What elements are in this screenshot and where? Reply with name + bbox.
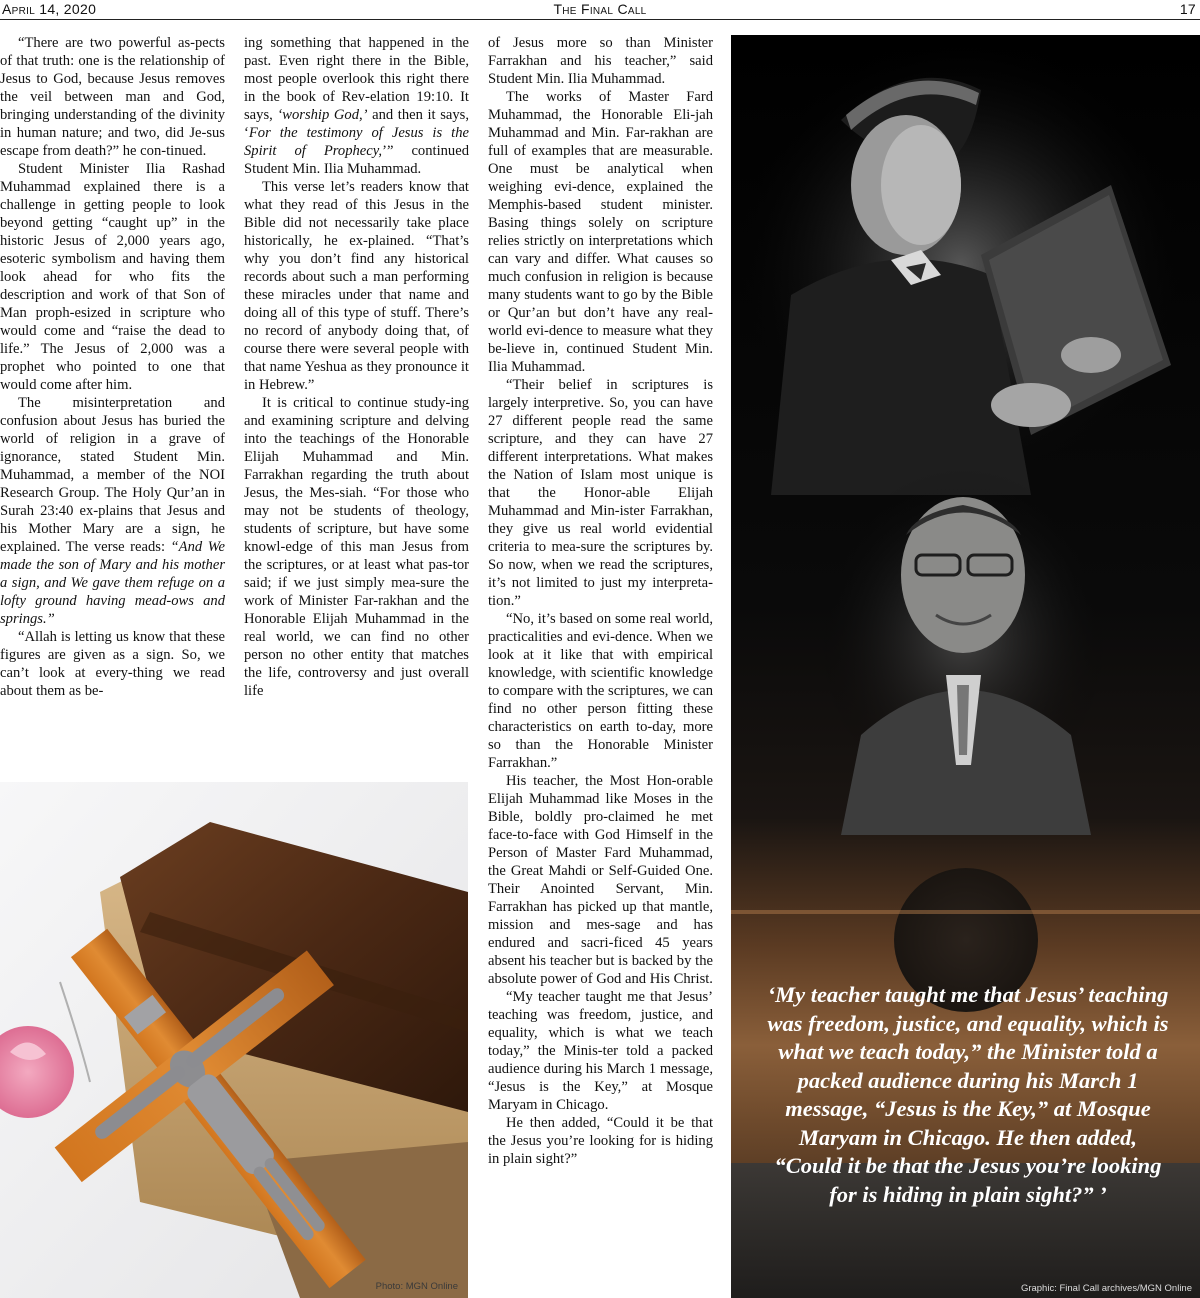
scripture-quote: For the testimony of Jesus is the Spirit of Prophecy, — [244, 125, 469, 159]
paragraph-text: ing something that happened in the past. Even right there in the Bible, most people overlook this right there in the book of Rev-elation 19:10. It says, — [244, 35, 469, 123]
page-header — [0, 0, 1200, 20]
paragraph: “My teacher taught me that Jesus’ teaching was freedom, justice, and equality, which is what we teach today,” the Minis-ter told a packed audience during his March 1 message, “Jesus is the Key,” at Mosque Maryam in Chicago. — [488, 989, 713, 1113]
paragraph: He then added, “Could it be that the Jesus you’re looking for is hiding in plain sight?” — [488, 1115, 713, 1167]
bible-crucifix-photo — [0, 782, 468, 1298]
paragraph: This verse let’s readers know that what they read of this Jesus in the Bible did not necessarily take place historically, he ex-plained. “That’s why you don’t find any historical records about such a man performing these miracles under that name and doing all of this type of stuff. There’s no record of anybody doing that, of course there were several people with that name Yeshua as they pronounce it in Hebrew.” — [244, 179, 469, 393]
paragraph: “No, it’s based on some real world, practicalities and evi-dence. When we look at it like that with empirical knowledge, with scientific knowledge to compare with the scriptures, we can find no other person fitting these characteristics on earth to-day, more so than the Honorable Minister Farrakhan.” — [488, 611, 713, 771]
scripture-quote: ‘worship God,’ — [277, 107, 368, 123]
paragraph: “Allah is letting us know that these figures are given as a sign. So, we can’t look at every-thing we read about them as be- — [0, 629, 225, 699]
quran-quote: “And We made the son of Mary and his mother a sign, and We gave them refuge on a lofty ground having mead-ows and springs.” — [0, 539, 225, 627]
article-column-2 — [244, 34, 469, 700]
graphic-panel — [731, 35, 1200, 1298]
issue-date: April 14, 2020 — [2, 1, 97, 17]
article-column-3 — [488, 34, 713, 1168]
paragraph: “Their belief in scriptures is largely interpretive. So, you can have 27 different people read the same scripture, and they can have 27 different interpretations. What makes the Nation of Islam most unique is that the Honor-able Elijah Muhammad and Min-ister Farrakhan, they give us real world evidential criteria to mea-sure the scriptures by. So now, when we read the scriptures, it’s not limited to just my interpreta-tion.” — [488, 377, 713, 609]
paragraph: The works of Master Fard Muhammad, the Honorable Eli-jah Muhammad and Min. Far-rakhan are full of examples that are measurable. One must be analytical when weighing evi-dence, explained the Memphis-based student minister. Basing things solely on scripture relies strictly on interpretations which can vary and differ. What causes so much confusion in religion is because many students want to go by the Bible or Qur’an but don’t have any real-world evi-dence to measure what they be-lieve in, continued Student Min. Ilia Muhammad. — [488, 89, 713, 375]
page-number: 17 — [1179, 1, 1196, 17]
paragraph — [244, 34, 469, 178]
paragraph: of Jesus more so than Minister Farrakhan and his teacher,” said Student Min. Ilia Muhammad. — [488, 35, 713, 87]
pull-quote: ‘My teacher taught me that Jesus’ teaching was freedom, justice, and equality, which is what we teach today,” the Minister told a packed audience during his March 1 message, “Jesus is the Key,” at Mosque Maryam in Chicago. He then added, “Could it be that the Jesus you’re looking for is hiding in plain sight?” ’ — [767, 982, 1169, 1207]
bible-crucifix-illustration — [0, 782, 468, 1298]
graphic-credit: Graphic: Final Call archives/MGN Online — [1020, 1283, 1192, 1294]
paragraph: It is critical to continue study-ing and examining scripture and delving into the teachings of the Honorable Elijah Muhammad and Min. Farrakhan regarding the truth about Jesus, the Mes-siah. “For those who may not be students of theology, students of scripture, but have some knowl-edge of this man Jesus from the scriptures, or at least what pas-tor said; if we just simply mea-sure the work of Minister Far-rakhan and the Honorable Elijah Muhammad in the real world, we can find no other person no other entity that matches the life, controversy and just overall life — [244, 395, 469, 699]
paragraph — [0, 394, 225, 628]
photo-credit: Photo: MGN Online — [375, 1281, 458, 1292]
paragraph-text: and then it says, ‘ — [244, 107, 469, 141]
paragraph: His teacher, the Most Hon-orable Elijah Muhammad like Moses in the Bible, boldly pro-claimed he met face-to-face with God Himself in the Person of Master Fard Muhammad, the Great Mahdi or Self-Guided One. Their Anointed Servant, Min. Farrakhan has picked up that mantle, mission and mes-sage and has endured and sacri-ficed 45 years absent his teacher but is backed by the absolute power of God and His Christ. — [488, 773, 713, 987]
paragraph-text: ’” continued Student Min. Ilia Muhammad. — [244, 143, 469, 177]
paragraph: “There are two powerful as-pects of that truth: one is the relationship of Jesus to God, because Jesus removes the veil between man and God, bringing understanding of the divinity in human nature; and two, did Je-sus escape from death?” he con-tinued. — [0, 35, 225, 159]
portrait-elijah-muhammad — [731, 35, 1191, 495]
portrait-farrakhan — [813, 465, 1113, 835]
paragraph: Student Minister Ilia Rashad Muhammad explained there is a challenge in getting people to look beyond getting “caught up” in the historic Jesus of 2,000 years ago, esoteric symbolism and having them look ahead for who fits the description and work of that Son of Man proph-esized in scripture who would come and “raise the dead to life.” The Jesus of 2,000 was a prophet who pointed to one that would come after him. — [0, 161, 225, 393]
paragraph-text: The misinterpretation and confusion about Jesus has buried the world of religion in a grave of ignorance, stated Student Min. Muhammad, a member of the NOI Research Group. The Holy Qur’an in Surah 23:40 ex-plains that Jesus and his Mother Mary are a sign, he explained. The verse reads: — [0, 395, 225, 555]
publication-title: The Final Call — [553, 1, 647, 17]
article-column-1 — [0, 34, 225, 700]
